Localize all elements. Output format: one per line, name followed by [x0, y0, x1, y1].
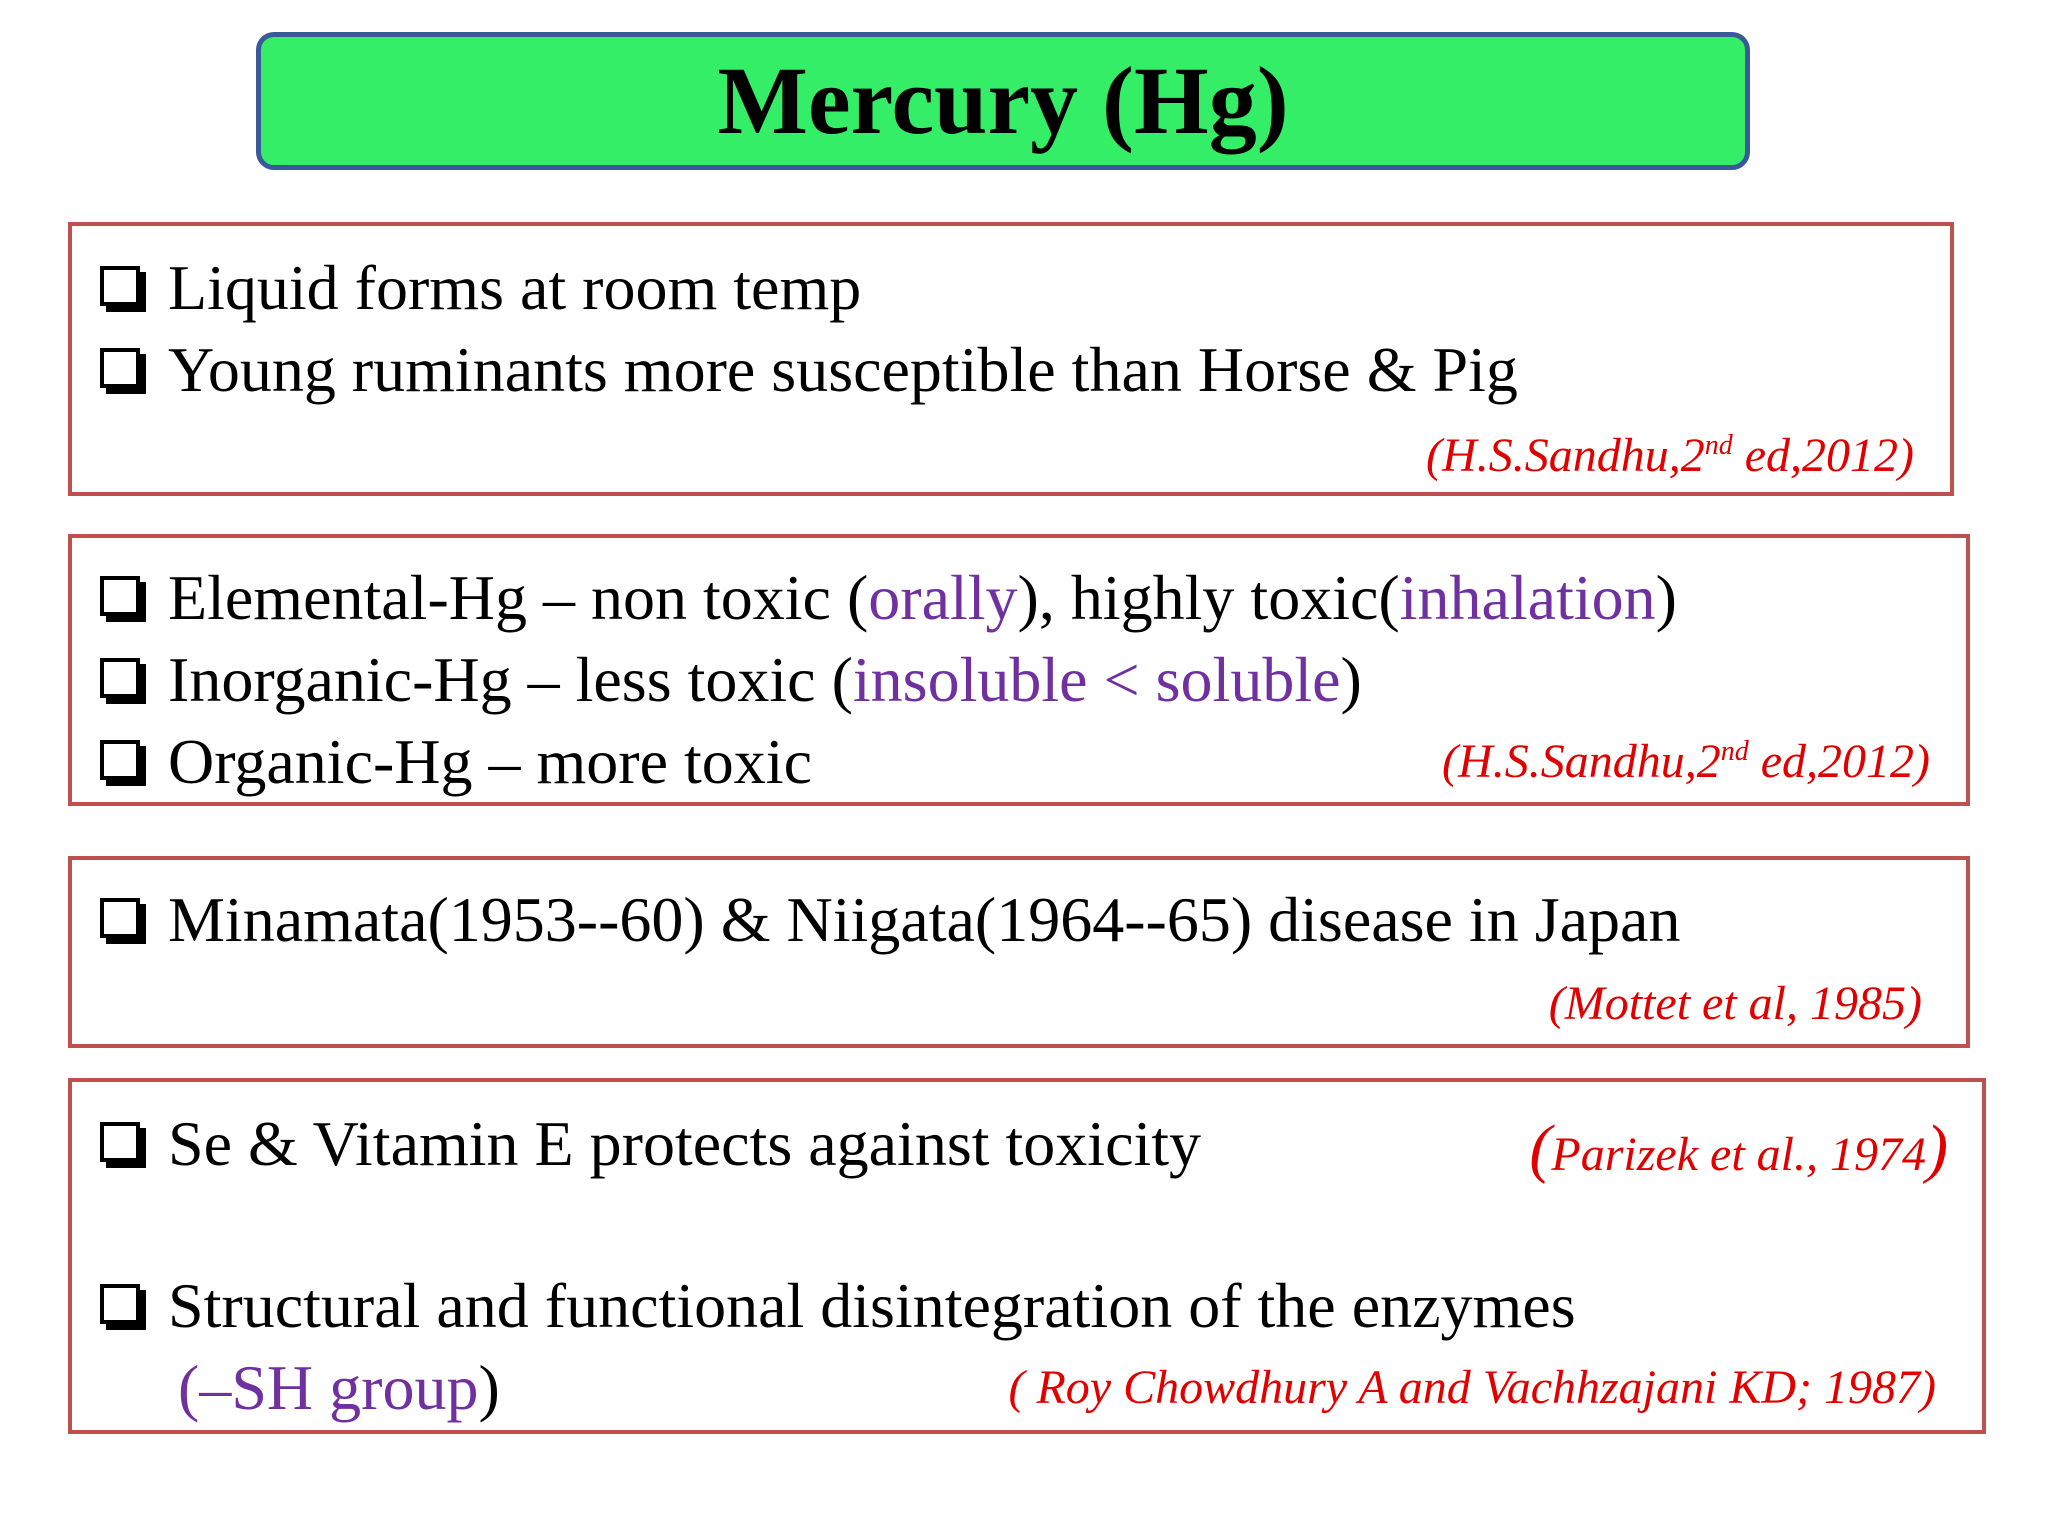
- checkbox-icon: [100, 898, 140, 938]
- title-banner: [256, 32, 1750, 170]
- list-item-continuation: (–SH group ): [178, 1352, 500, 1423]
- checkbox-icon: [100, 576, 140, 616]
- section-history: [68, 856, 1970, 1048]
- citation: (Mottet et al, 1985): [1548, 977, 1922, 1030]
- list-item: Minamata(1953--60) & Niigata(1964--65) disease in Japan: [100, 888, 1680, 952]
- section-physical-properties: [68, 222, 1954, 496]
- section-mechanism: [68, 1078, 1986, 1434]
- checkbox-icon: [100, 1122, 140, 1162]
- list-item: Inorganic-Hg – less toxic ( insoluble < soluble ): [100, 648, 1362, 712]
- list-item: Elemental-Hg – non toxic ( orally ), highly toxic( inhalation ): [100, 566, 1677, 630]
- checkbox-icon: [100, 266, 140, 306]
- citation: ( Roy Chowdhury A and Vachhzajani KD; 1987): [1008, 1361, 1936, 1414]
- list-item: Liquid forms at room temp: [100, 256, 861, 320]
- citation: (H.S.Sandhu,2nd ed,2012): [1442, 735, 1930, 788]
- citation: (Parizek et al., 1974): [1529, 1112, 1948, 1185]
- checkbox-icon: [100, 658, 140, 698]
- checkbox-icon: [100, 740, 140, 780]
- list-item: Se & Vitamin E protects against toxicity: [100, 1112, 1201, 1176]
- list-item: Structural and functional disintegration of the enzymes: [100, 1274, 1576, 1338]
- checkbox-icon: [100, 348, 140, 388]
- list-item: Young ruminants more susceptible than Horse & Pig: [100, 338, 1518, 402]
- page-title: Mercury (Hg): [717, 47, 1289, 154]
- list-item: Organic-Hg – more toxic: [100, 730, 812, 794]
- section-toxicity-forms: [68, 534, 1970, 806]
- checkbox-icon: [100, 1284, 140, 1324]
- citation: (H.S.Sandhu,2nd ed,2012): [1426, 429, 1914, 482]
